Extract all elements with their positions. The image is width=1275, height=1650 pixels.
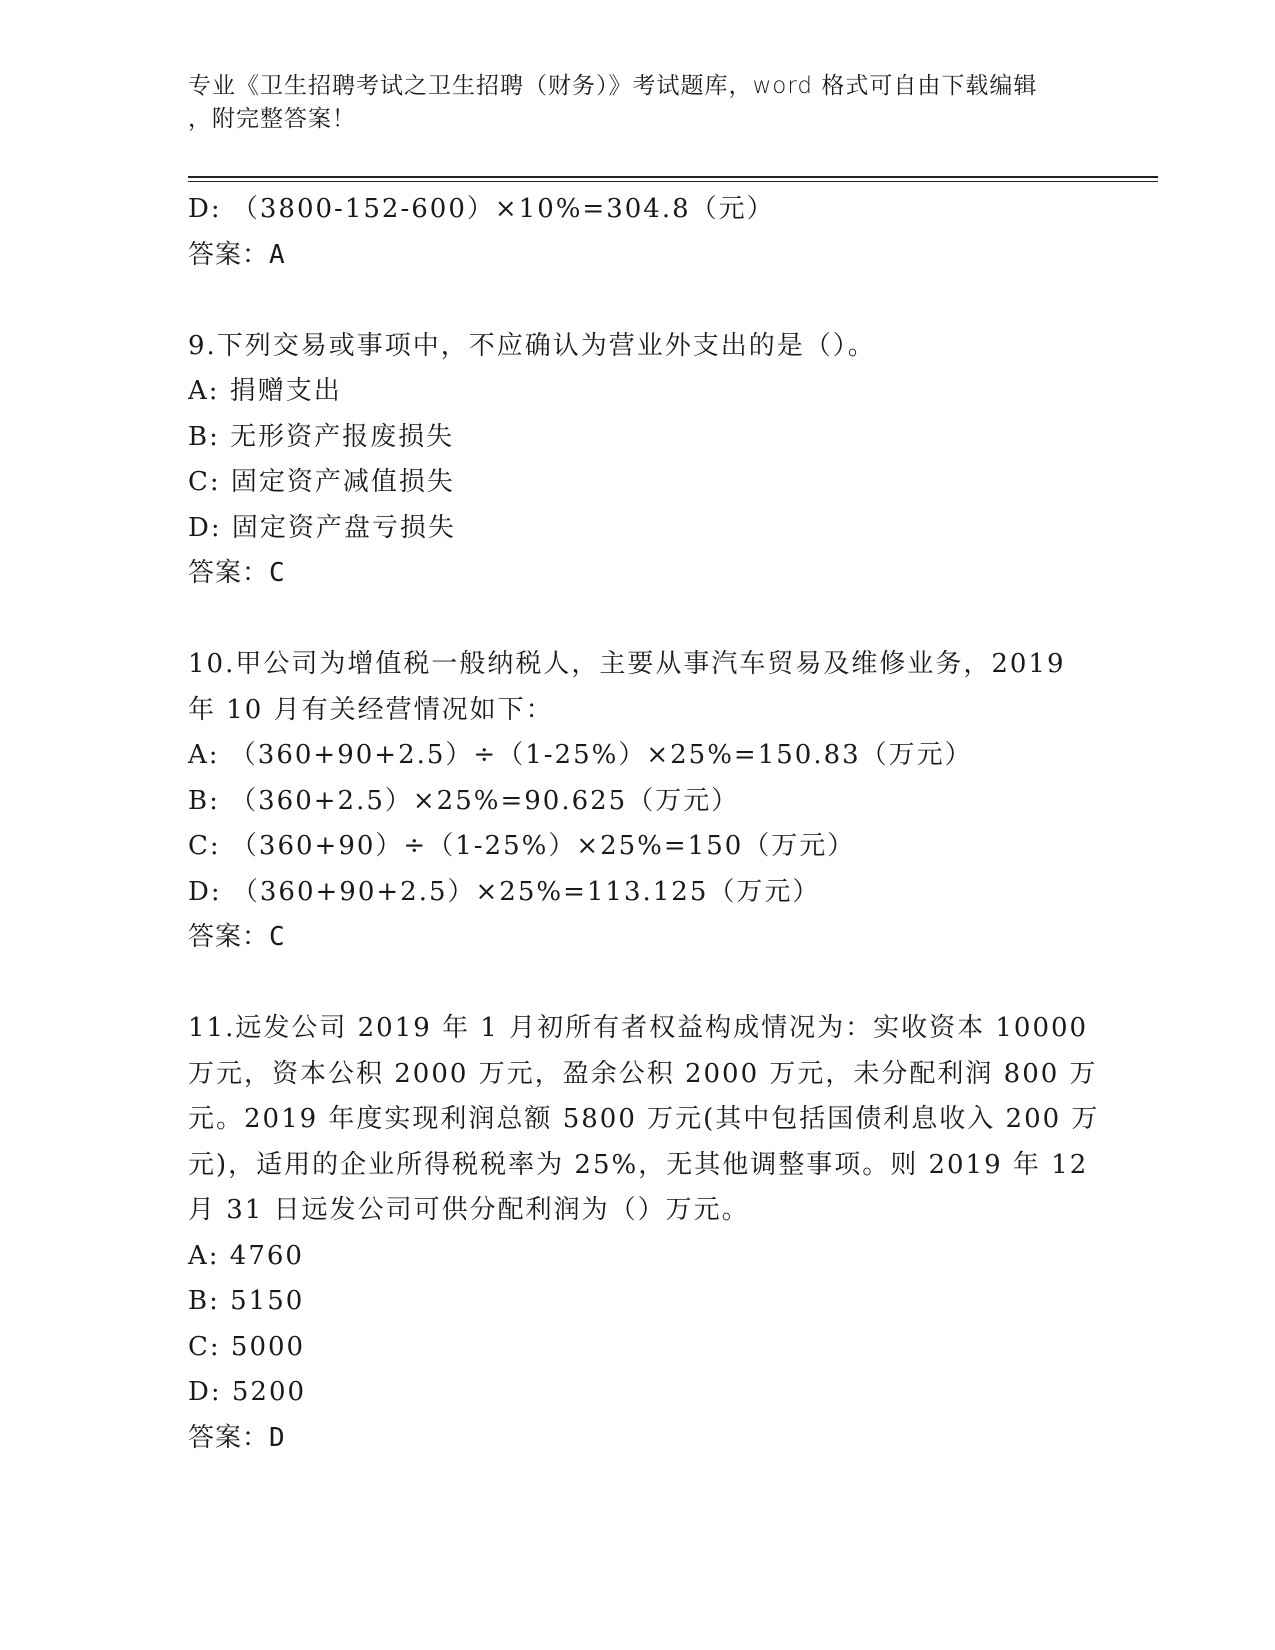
- question-stem-line: 11.远发公司 2019 年 1 月初所有者权益构成情况为：实收资本 10000: [188, 1013, 1089, 1043]
- answer-label: 答案：: [188, 1422, 270, 1453]
- document-body: [188, 187, 1100, 1461]
- answer-label: 答案：: [188, 558, 270, 588]
- spacer: [188, 278, 1088, 324]
- option-b: B: 5150: [188, 1286, 305, 1316]
- option-b: B: 无形资产报废损失: [188, 421, 455, 452]
- header-divider-thick: [188, 176, 1158, 178]
- answer-value: D: [269, 1422, 286, 1453]
- option-c: C: 5000: [188, 1331, 306, 1362]
- answer-label: 答案：: [188, 922, 270, 952]
- document-header: [188, 70, 1068, 136]
- option-a: A: 捐赠支出: [188, 376, 342, 406]
- option-c: C: 固定资产减值损失: [188, 467, 455, 497]
- question-11: [188, 1006, 1100, 1461]
- answer-value: C: [269, 558, 286, 588]
- question-answer: [188, 1416, 1088, 1462]
- question-stem: 9.下列交易或事项中，不应确认为营业外支出的是（）。: [188, 330, 876, 361]
- question-stem-line: 元)，适用的企业所得税税率为 25%，无其他调整事项。则 2019 年 12: [188, 1149, 1089, 1180]
- question-answer: [188, 551, 1088, 597]
- spacer: [188, 597, 1088, 643]
- question-stem-line: 10.甲公司为增值税一般纳税人，主要从事汽车贸易及维修业务，2019: [188, 649, 1066, 679]
- question-answer: [188, 915, 1088, 961]
- question-stem-line: 元。2019 年度实现利润总额 5800 万元(其中包括国债利息收入 200 万: [188, 1104, 1100, 1134]
- prev-option-d: D: （3800-152-600）×10%=304.8（元）: [188, 194, 775, 224]
- header-divider-thin: [188, 181, 1158, 182]
- option-c: C: （360+90）÷（1-25%）×25%=150（万元）: [188, 831, 856, 861]
- question-10: [188, 642, 1088, 961]
- option-a: A: 4760: [188, 1240, 304, 1271]
- question-stem-line: 万元，资本公积 2000 万元，盈余公积 2000 万元，未分配利润 800 万: [188, 1058, 1098, 1089]
- question-9: [188, 324, 1088, 597]
- header-line-2: ，附完整答案！: [188, 106, 356, 132]
- question-stem-line: 年 10 月有关经营情况如下：: [188, 694, 554, 725]
- option-d: D: （360+90+2.5）×25%=113.125（万元）: [188, 876, 821, 907]
- option-d: D: 固定资产盘亏损失: [188, 512, 456, 543]
- answer-value: C: [269, 922, 286, 952]
- option-a: A: （360+90+2.5）÷（1-25%）×25%=150.83（万元）: [188, 740, 973, 770]
- answer-label: 答案：: [188, 239, 270, 270]
- answer-value: A: [269, 239, 286, 270]
- question-stem-line: 月 31 日远发公司可供分配利润为（）万元。: [188, 1195, 750, 1225]
- spacer: [188, 961, 1088, 1007]
- prev-answer: [188, 233, 1088, 279]
- header-line-1: 专业《卫生招聘考试之卫生招聘（财务）》考试题库，word 格式可自由下载编辑: [188, 73, 1038, 99]
- option-d: D: 5200: [188, 1377, 307, 1407]
- option-b: B: （360+2.5）×25%=90.625（万元）: [188, 785, 740, 816]
